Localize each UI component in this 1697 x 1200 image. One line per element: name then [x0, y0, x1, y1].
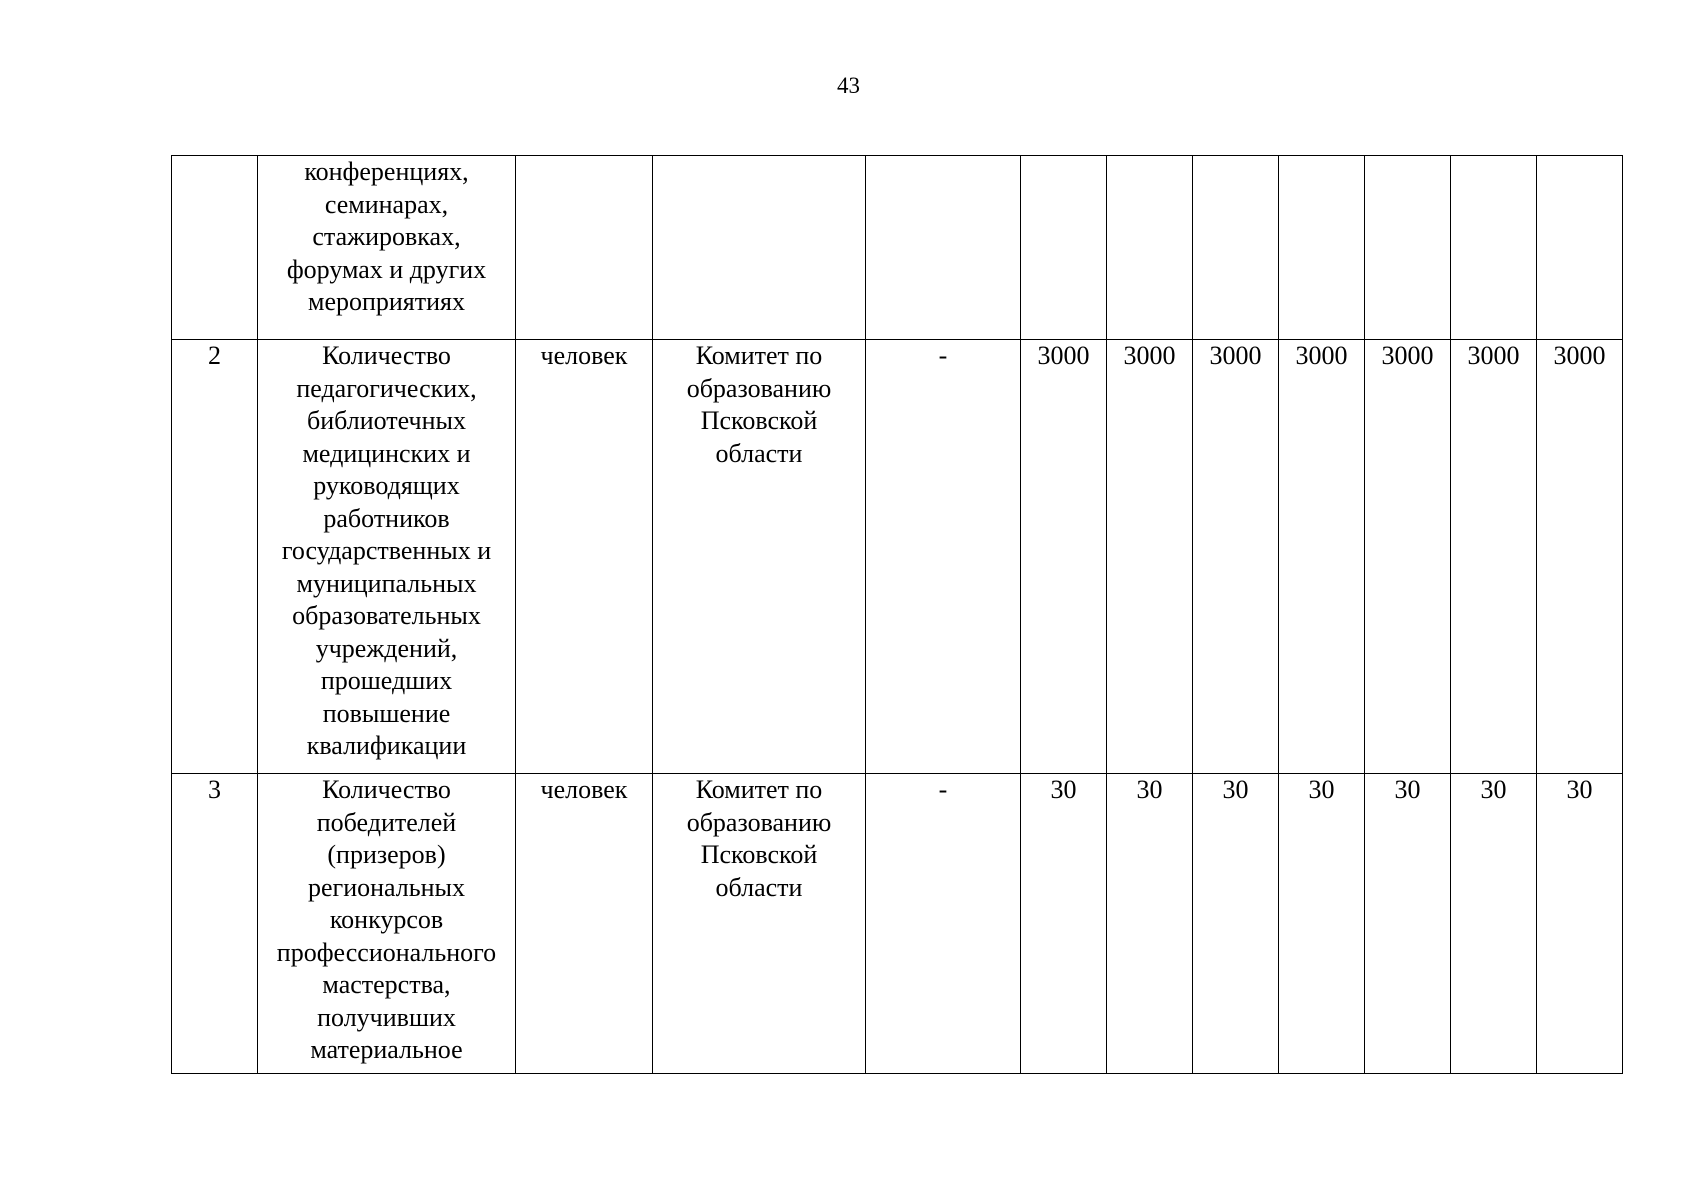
- description-line: Количество: [322, 775, 451, 804]
- organization-line: Комитет по: [695, 341, 823, 370]
- organization-cell: [653, 340, 866, 774]
- table-row: [172, 156, 1623, 340]
- value-cell: [1107, 156, 1193, 340]
- row-number-cell: [172, 156, 258, 340]
- value-cell: 30: [1279, 774, 1365, 1074]
- description-line: муниципальных: [296, 568, 477, 598]
- value-cell: 3000: [1537, 340, 1623, 774]
- description-line: мероприятиях: [307, 287, 465, 316]
- value-cell: 3000: [1107, 340, 1193, 774]
- organization-line: области: [715, 438, 803, 468]
- description-line: государственных и: [281, 536, 492, 565]
- description-line: библиотечных: [307, 406, 466, 435]
- description-line: победителей: [316, 807, 457, 837]
- description-line: стажировках,: [312, 222, 461, 251]
- row-number-cell: 2: [172, 340, 258, 774]
- value-cell: [1021, 156, 1107, 340]
- description-line: (призеров): [327, 840, 446, 869]
- value-cell: [1537, 156, 1623, 340]
- organization-line: образованию: [686, 807, 832, 837]
- table-row: [172, 774, 1623, 1074]
- page-number: 43: [837, 73, 860, 98]
- description-line: руководящих: [313, 471, 460, 500]
- description-line: квалификации: [306, 731, 467, 760]
- value-cell: 3000: [1021, 340, 1107, 774]
- description-line: форумах и других: [286, 254, 487, 284]
- description-line: конкурсов: [329, 905, 444, 934]
- description-line: семинарах,: [324, 189, 449, 219]
- description-line: повышение: [322, 698, 451, 728]
- indicator-description-cell: [258, 156, 516, 340]
- value-cell: 30: [1537, 774, 1623, 1074]
- value-cell: [1365, 156, 1451, 340]
- value-cell: 30: [1451, 774, 1537, 1074]
- value-cell: 3000: [1451, 340, 1537, 774]
- value-cell: 30: [1365, 774, 1451, 1074]
- organization-cell: [653, 774, 866, 1074]
- description-line: учреждений,: [315, 633, 458, 663]
- value-cell: [1451, 156, 1537, 340]
- description-line: педагогических,: [296, 373, 477, 403]
- description-line: Количество: [322, 341, 451, 370]
- description-line: региональных: [307, 872, 465, 902]
- value-cell: [1279, 156, 1365, 340]
- organization-line: области: [715, 872, 803, 902]
- description-line: работников: [323, 503, 450, 533]
- organization-line: образованию: [686, 373, 832, 403]
- value-cell: 3000: [1365, 340, 1451, 774]
- row-number-cell: 3: [172, 774, 258, 1074]
- organization-cell: [653, 156, 866, 340]
- value-cell: [1193, 156, 1279, 340]
- value-cell: 3000: [1193, 340, 1279, 774]
- description-line: образовательных: [292, 601, 481, 630]
- base-value-cell: -: [866, 340, 1021, 774]
- description-line: получивших: [317, 1002, 456, 1032]
- table-row: [172, 340, 1623, 774]
- organization-line: Псковской: [700, 840, 818, 869]
- base-value-cell: -: [866, 774, 1021, 1074]
- indicators-table: [171, 155, 1623, 1074]
- organization-line: Псковской: [700, 406, 818, 435]
- description-line: медицинских и: [302, 438, 471, 468]
- value-cell: 3000: [1279, 340, 1365, 774]
- unit-cell: [516, 156, 653, 340]
- indicator-description-cell: [258, 774, 516, 1074]
- value-cell: 30: [1193, 774, 1279, 1074]
- description-line: материальное: [310, 1035, 463, 1064]
- description-line: профессионального: [276, 937, 497, 967]
- description-line: прошедших: [320, 666, 453, 695]
- value-cell: 30: [1107, 774, 1193, 1074]
- unit-cell: человек: [516, 774, 653, 1074]
- value-cell: 30: [1021, 774, 1107, 1074]
- base-value-cell: [866, 156, 1021, 340]
- unit-cell: человек: [516, 340, 653, 774]
- organization-line: Комитет по: [695, 775, 823, 804]
- indicator-description-cell: [258, 340, 516, 774]
- description-line: конференциях,: [304, 157, 469, 186]
- description-line: мастерства,: [322, 970, 451, 999]
